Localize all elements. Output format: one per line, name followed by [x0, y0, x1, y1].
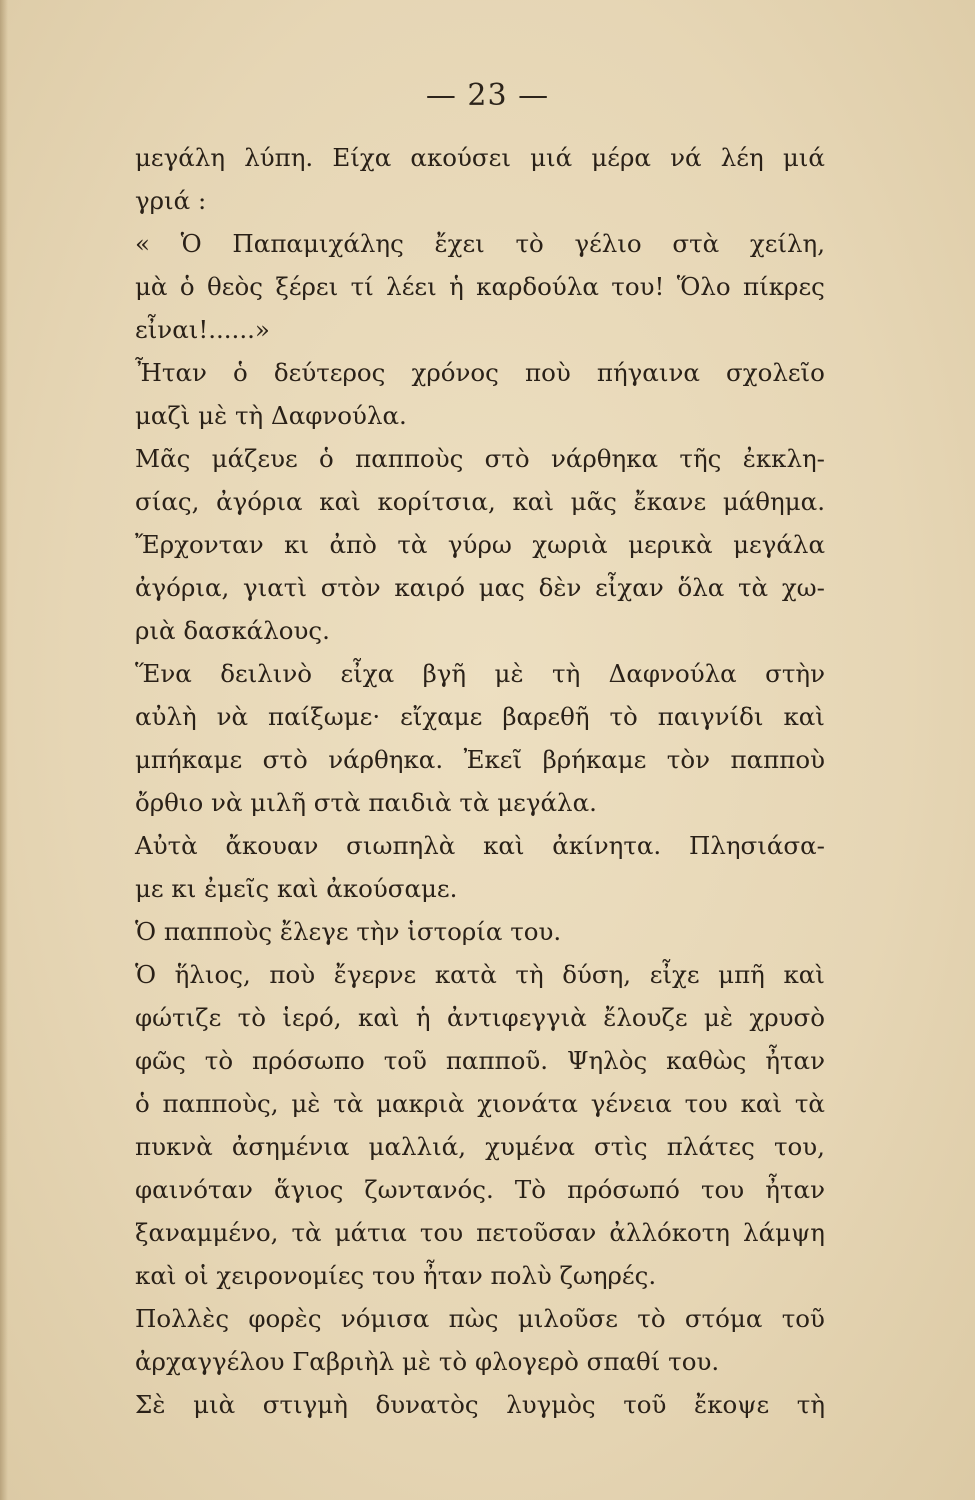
text-line: Αὐτὰ ἄκουαν σιωπηλὰ καὶ ἀκίνητα. Πλησιάσα- — [135, 831, 825, 860]
page-edge-shadow — [0, 0, 8, 1500]
text-line: Ἦταν ὁ δεύτερος χρόνος ποὺ πήγαινα σχολεῖο — [135, 358, 825, 387]
text-line: μαζὶ μὲ τὴ Δαφνούλα. — [135, 401, 407, 430]
text-line: ἀγόρια, γιατὶ στὸν καιρό μας δὲν εἶχαν ὅλα τὰ χω- — [135, 573, 825, 602]
text-line: Πολλὲς φορὲς νόμισα πὼς μιλοῦσε τὸ στόμα τοῦ — [135, 1304, 825, 1333]
text-line: γριά : — [135, 186, 207, 215]
text-line: ξαναμμένο, τὰ μάτια του πετοῦσαν ἀλλόκοτη λάμψη — [135, 1218, 825, 1247]
text-line: ὄρθιο νὰ μιλῆ στὰ παιδιὰ τὰ μεγάλα. — [135, 788, 597, 817]
text-line: φῶς τὸ πρόσωπο τοῦ παπποῦ. Ψηλὸς καθὼς ἦταν — [135, 1046, 825, 1075]
text-line: μεγάλη λύπη. Είχα ακούσει μιά μέρα νά λέη μιά — [135, 143, 825, 172]
text-line: Ὁ παπποὺς ἔλεγε τὴν ἱστορία του. — [135, 917, 562, 946]
text-line: ἀρχαγγέλου Γαβριὴλ μὲ τὸ φλογερὸ σπαθί του. — [135, 1347, 720, 1376]
text-line: αὐλὴ νὰ παίξωμε· εἴχαμε βαρεθῆ τὸ παιγνίδι καὶ — [135, 702, 825, 731]
text-line: « Ὁ Παπαμιχάλης ἔχει τὸ γέλιο στὰ χείλη, — [135, 229, 825, 258]
text-line: Ἕνα δειλινὸ εἶχα βγῆ μὲ τὴ Δαφνούλα στὴν — [135, 659, 825, 688]
text-line: με κι ἐμεῖς καὶ ἀκούσαμε. — [135, 874, 458, 903]
text-line: φαινόταν ἅγιος ζωντανός. Τὸ πρόσωπό του ἦταν — [135, 1175, 825, 1204]
page-number: — 23 — — [425, 78, 550, 113]
text-line: ὁ παπποὺς, μὲ τὰ μακριὰ χιονάτα γένεια του καὶ τὰ — [135, 1089, 825, 1118]
text-line: φώτιζε τὸ ἱερό, καὶ ἡ ἀντιφεγγιὰ ἔλουζε μὲ χρυσὸ — [135, 1003, 825, 1032]
text-line: καὶ οἱ χειρονομίες του ἦταν πολὺ ζωηρές. — [135, 1261, 657, 1290]
body-text — [135, 136, 825, 1426]
text-line: εἶναι!......» — [135, 315, 270, 344]
text-line: Ὁ ἥλιος, ποὺ ἔγερνε κατὰ τὴ δύση, εἶχε μπῆ καὶ — [135, 960, 825, 989]
text-line: ριὰ δασκάλους. — [135, 616, 330, 645]
text-line: πυκνὰ ἀσημένια μαλλιά, χυμένα στὶς πλάτες του, — [135, 1132, 825, 1161]
text-line: Μᾶς μάζευε ὁ παπποὺς στὸ νάρθηκα τῆς ἐκκλη- — [135, 444, 825, 473]
text-line: σίας, ἀγόρια καὶ κορίτσια, καὶ μᾶς ἔκανε μάθημα. — [135, 487, 825, 516]
text-line: Σὲ μιὰ στιγμὴ δυνατὸς λυγμὸς τοῦ ἔκοψε τὴ — [135, 1390, 825, 1419]
text-line: μὰ ὁ θεὸς ξέρει τί λέει ἡ καρδούλα του! Ὅλο πίκρες — [135, 272, 825, 301]
text-line: μπήκαμε στὸ νάρθηκα. Ἐκεῖ βρήκαμε τὸν παπποὺ — [135, 745, 825, 774]
text-line: Ἔρχονταν κι ἀπὸ τὰ γύρω χωριὰ μερικὰ μεγάλα — [135, 530, 825, 559]
